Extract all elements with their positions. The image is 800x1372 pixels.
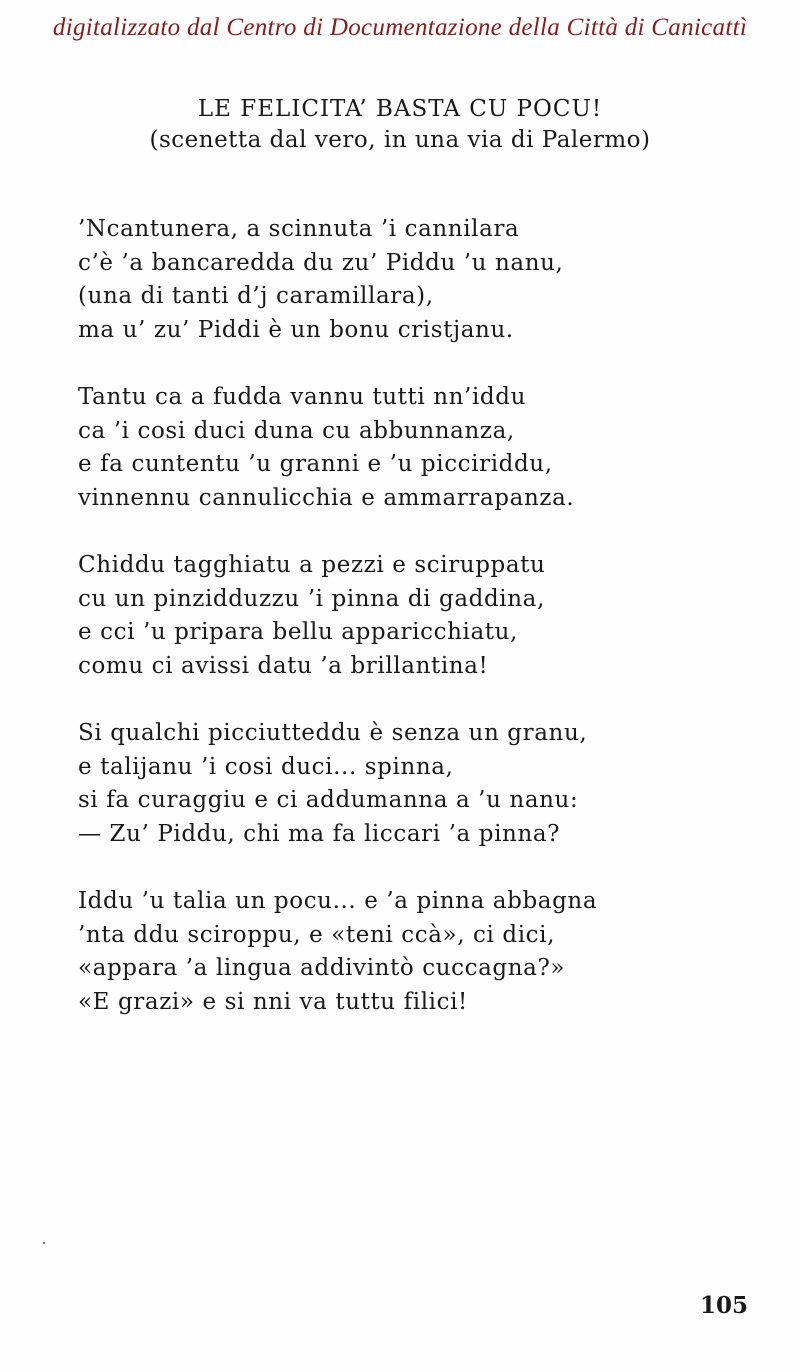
verse-line: Chiddu tagghiatu a pezzi e sciruppatu bbox=[78, 552, 546, 578]
verse-line: cu un pinzidduzzu ’i pinna di gaddina, bbox=[78, 585, 545, 612]
stanza bbox=[78, 885, 778, 1019]
verse-line: c’è ’a bancaredda du zu’ Piddu ’u nanu, bbox=[78, 249, 564, 276]
stanza bbox=[78, 549, 778, 683]
stanza bbox=[78, 381, 778, 515]
page-number: 105 bbox=[699, 1292, 748, 1319]
verse-line: vinnennu cannulicchia e ammarrapanza. bbox=[78, 484, 575, 511]
poem-body bbox=[78, 213, 778, 1053]
verse-line: (una di tanti d’j caramillara), bbox=[78, 283, 434, 309]
watermark: digitalizzato dal Centro di Documentazione della Città di Canicattì bbox=[52, 14, 748, 41]
verse-line: e fa cuntentu ’u granni e ’u picciriddu, bbox=[78, 451, 553, 477]
verse-line: «appara ’a lingua addivintò cuccagna?» bbox=[78, 955, 566, 981]
verse-line: ’Ncantunera, a scinnuta ’i cannilara bbox=[78, 216, 520, 242]
verse-line: e talijanu ’i cosi duci... spinna, bbox=[78, 753, 454, 780]
verse-line: — Zu’ Piddu, chi ma fa liccari ’a pinna? bbox=[78, 820, 561, 847]
verse-line: Si qualchi picciutteddu è senza un granu, bbox=[78, 720, 588, 746]
poem-title: LE FELICITA’ BASTA CU POCU! bbox=[197, 96, 603, 122]
verse-line: ’nta ddu sciroppu, e «teni ccà», ci dici, bbox=[78, 921, 555, 948]
verse-line: si fa curaggiu e ci addumanna a ’u nanu: bbox=[78, 787, 579, 813]
verse-line: Tantu ca a fudda vannu tutti nn’iddu bbox=[78, 384, 526, 410]
verse-line: «E grazi» e si nni va tuttu filici! bbox=[78, 988, 468, 1015]
poem-subtitle: (scenetta dal vero, in una via di Palermo) bbox=[149, 127, 651, 153]
verse-line: comu ci avissi datu ’a brillantina! bbox=[78, 652, 489, 679]
stanza bbox=[78, 213, 778, 347]
verse-line: e cci ’u pripara bellu apparicchiatu, bbox=[78, 619, 518, 645]
stanza bbox=[78, 717, 778, 851]
verse-line: ma u’ zu’ Piddi è un bonu cristjanu. bbox=[78, 316, 514, 343]
verse-line: ca ’i cosi duci duna cu abbunnanza, bbox=[78, 417, 515, 444]
verse-line: Iddu ’u talia un pocu... e ’a pinna abbagna bbox=[78, 888, 598, 914]
print-speck bbox=[43, 1242, 45, 1244]
